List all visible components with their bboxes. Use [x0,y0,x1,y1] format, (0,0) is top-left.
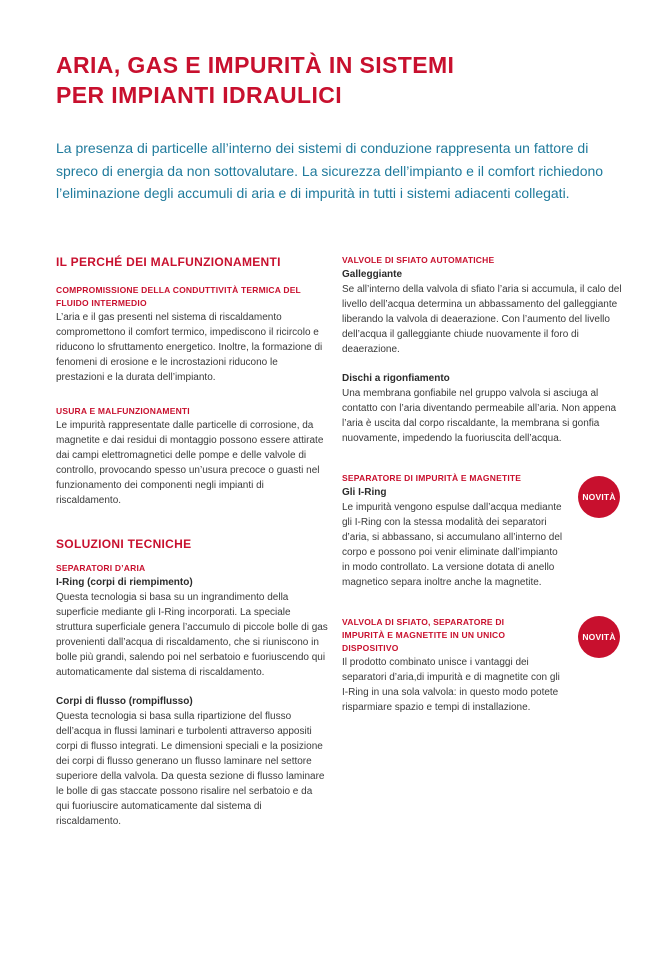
page-title-line-2: PER IMPIANTI IDRAULICI [56,82,343,108]
subheading-air-separators: SEPARATORI D’ARIA [56,563,146,573]
new-badge-2: NOVITÀ [578,616,620,658]
block-automatic-vent-valves [342,254,622,357]
paragraph-float: Se all’interno della valvola di sfiato l’aria si accumula, il calo del livello dell’acqua determina un abbassamento del galleggiante liberando la valvola di deaerazione. Con l’aumento del livello dell’acqua il galleggiante chiude nuovamente il foro di deaerazione. [342,284,622,355]
right-column [342,254,622,735]
block-flow-bodies [56,694,328,829]
block-swelling-discs [342,371,622,446]
subheading-thermal-conductivity: COMPROMISSIONE DELLA CONDUTTIVITÀ TERMICA DEL FLUIDO INTERMEDIO [56,285,301,308]
heading-flow-bodies: Corpi di flusso (rompiflusso) [56,696,193,707]
heading-gli-i-ring: Gli I-Ring [342,487,387,498]
subheading-dirt-magnetite-separator: SEPARATORE DI IMPURITÀ E MAGNETITE [342,473,522,483]
paragraph-i-ring: Questa tecnologia si basa su un ingrandimento della superficie mediante gli I-Ring incorporati. La speciale struttura superficiale genera l’accumulo di piccole bolle di gas provenienti dall’acqua di riscaldamento, che si riuniscono in bolle più grandi, salendo poi nel serbatoio e fuoriuscendo qui automaticamente dal sistema di riscaldamento. [56,592,328,678]
paragraph-gli-i-ring: Le impurità vengono espulse dall’acqua mediante gli I-Ring con la stessa modalità dei separatori d’aria, si abbassano, si accumulano all’interno del corpo e possono poi venir eliminate dall’impianto in modo controllato. La versione dotata di anello magnetico separa inoltre anche la magnetite. [342,502,563,588]
paragraph-flow-bodies: Questa tecnologia si basa sulla ripartizione del flusso dell’acqua in flussi laminari e turbolenti attraverso appositi corpi di flusso integrati. Le dimensioni speciali e la posizione dei corpi di flusso generano un flusso laminare nel settore superiore della valvola. Da questa sezione di flusso laminare le bolle di gas staccate possono risalire nel serbatoio e da qui fuoriuscire automaticamente dal sistema di riscaldamento. [56,711,325,827]
heading-i-ring: I-Ring (corpi di riempimento) [56,577,193,588]
paragraph-thermal-conductivity: L’aria e il gas presenti nel sistema di riscaldamento compromettono il comfort termico, impediscono il ricircolo e riducono lo sfruttamento energetico. Inoltre, la formazione di fenomeni di erosione e le incrostazioni riducono le prestazioni e la durata dell’impianto. [56,312,323,383]
heading-swelling-discs: Dischi a rigonfiamento [342,373,450,384]
subheading-combined-device: VALVOLA DI SFIATO, SEPARATORE DI IMPURITÀ E MAGNETITE IN UN UNICO DISPOSITIVO [342,617,506,653]
subheading-automatic-vent-valves: VALVOLE DI SFIATO AUTOMATICHE [342,255,495,265]
paragraph-swelling-discs: Una membrana gonfiabile nel gruppo valvola si asciuga al contatto con l’aria diventando permeabile all’aria. Non appena l’aria è uscita dal corpo riscaldante, la membrana si gonfia nuovamente, impedendo la fuoriuscita dell’acqua. [342,388,617,444]
subheading-wear: USURA E MALFUNZIONAMENTI [56,406,190,416]
paragraph-wear: Le impurità rappresentate dalle particelle di corrosione, da magnetite e dai residui di montaggio possono essere attirate dai campi elettromagnetici delle pompe e delle valvole di controllo, provocando spesso un’usura precoce o guasti nel funzionamento dei componenti negli impianti di riscaldamento. [56,420,324,506]
paragraph-combined-device: Il prodotto combinato unisce i vantaggi dei separatori d’aria,di impurità e di magnetite con gli I-Ring in una sola valvola: in questo modo potete risparmiare spazio e tempi di installazione. [342,657,560,713]
section-title-solutions: SOLUZIONI TECNICHE [56,537,192,551]
new-badge: NOVITÀ [578,476,620,518]
block-wear [56,405,328,508]
page-title [56,50,616,110]
block-dirt-magnetite-separator [342,472,616,590]
intro-paragraph: La presenza di particelle all’interno dei sistemi di conduzione rappresenta un fattore di spreco di energia da non sottovalutare. La sicurezza dell’impianto e il comfort richiedono l’eliminazione degli accumuli di aria e di impurità in tutti i sistemi adiacenti collegati. [56,140,604,201]
page-title-line-1: ARIA, GAS E IMPURITÀ IN SISTEMI [56,52,455,78]
left-column [56,254,328,849]
block-combined-device [342,616,616,715]
section-title-malfunctions: IL PERCHÉ DEI MALFUNZIONAMENTI [56,255,281,269]
block-thermal-conductivity [56,284,328,385]
block-air-separators [56,562,328,680]
heading-float: Galleggiante [342,269,403,280]
